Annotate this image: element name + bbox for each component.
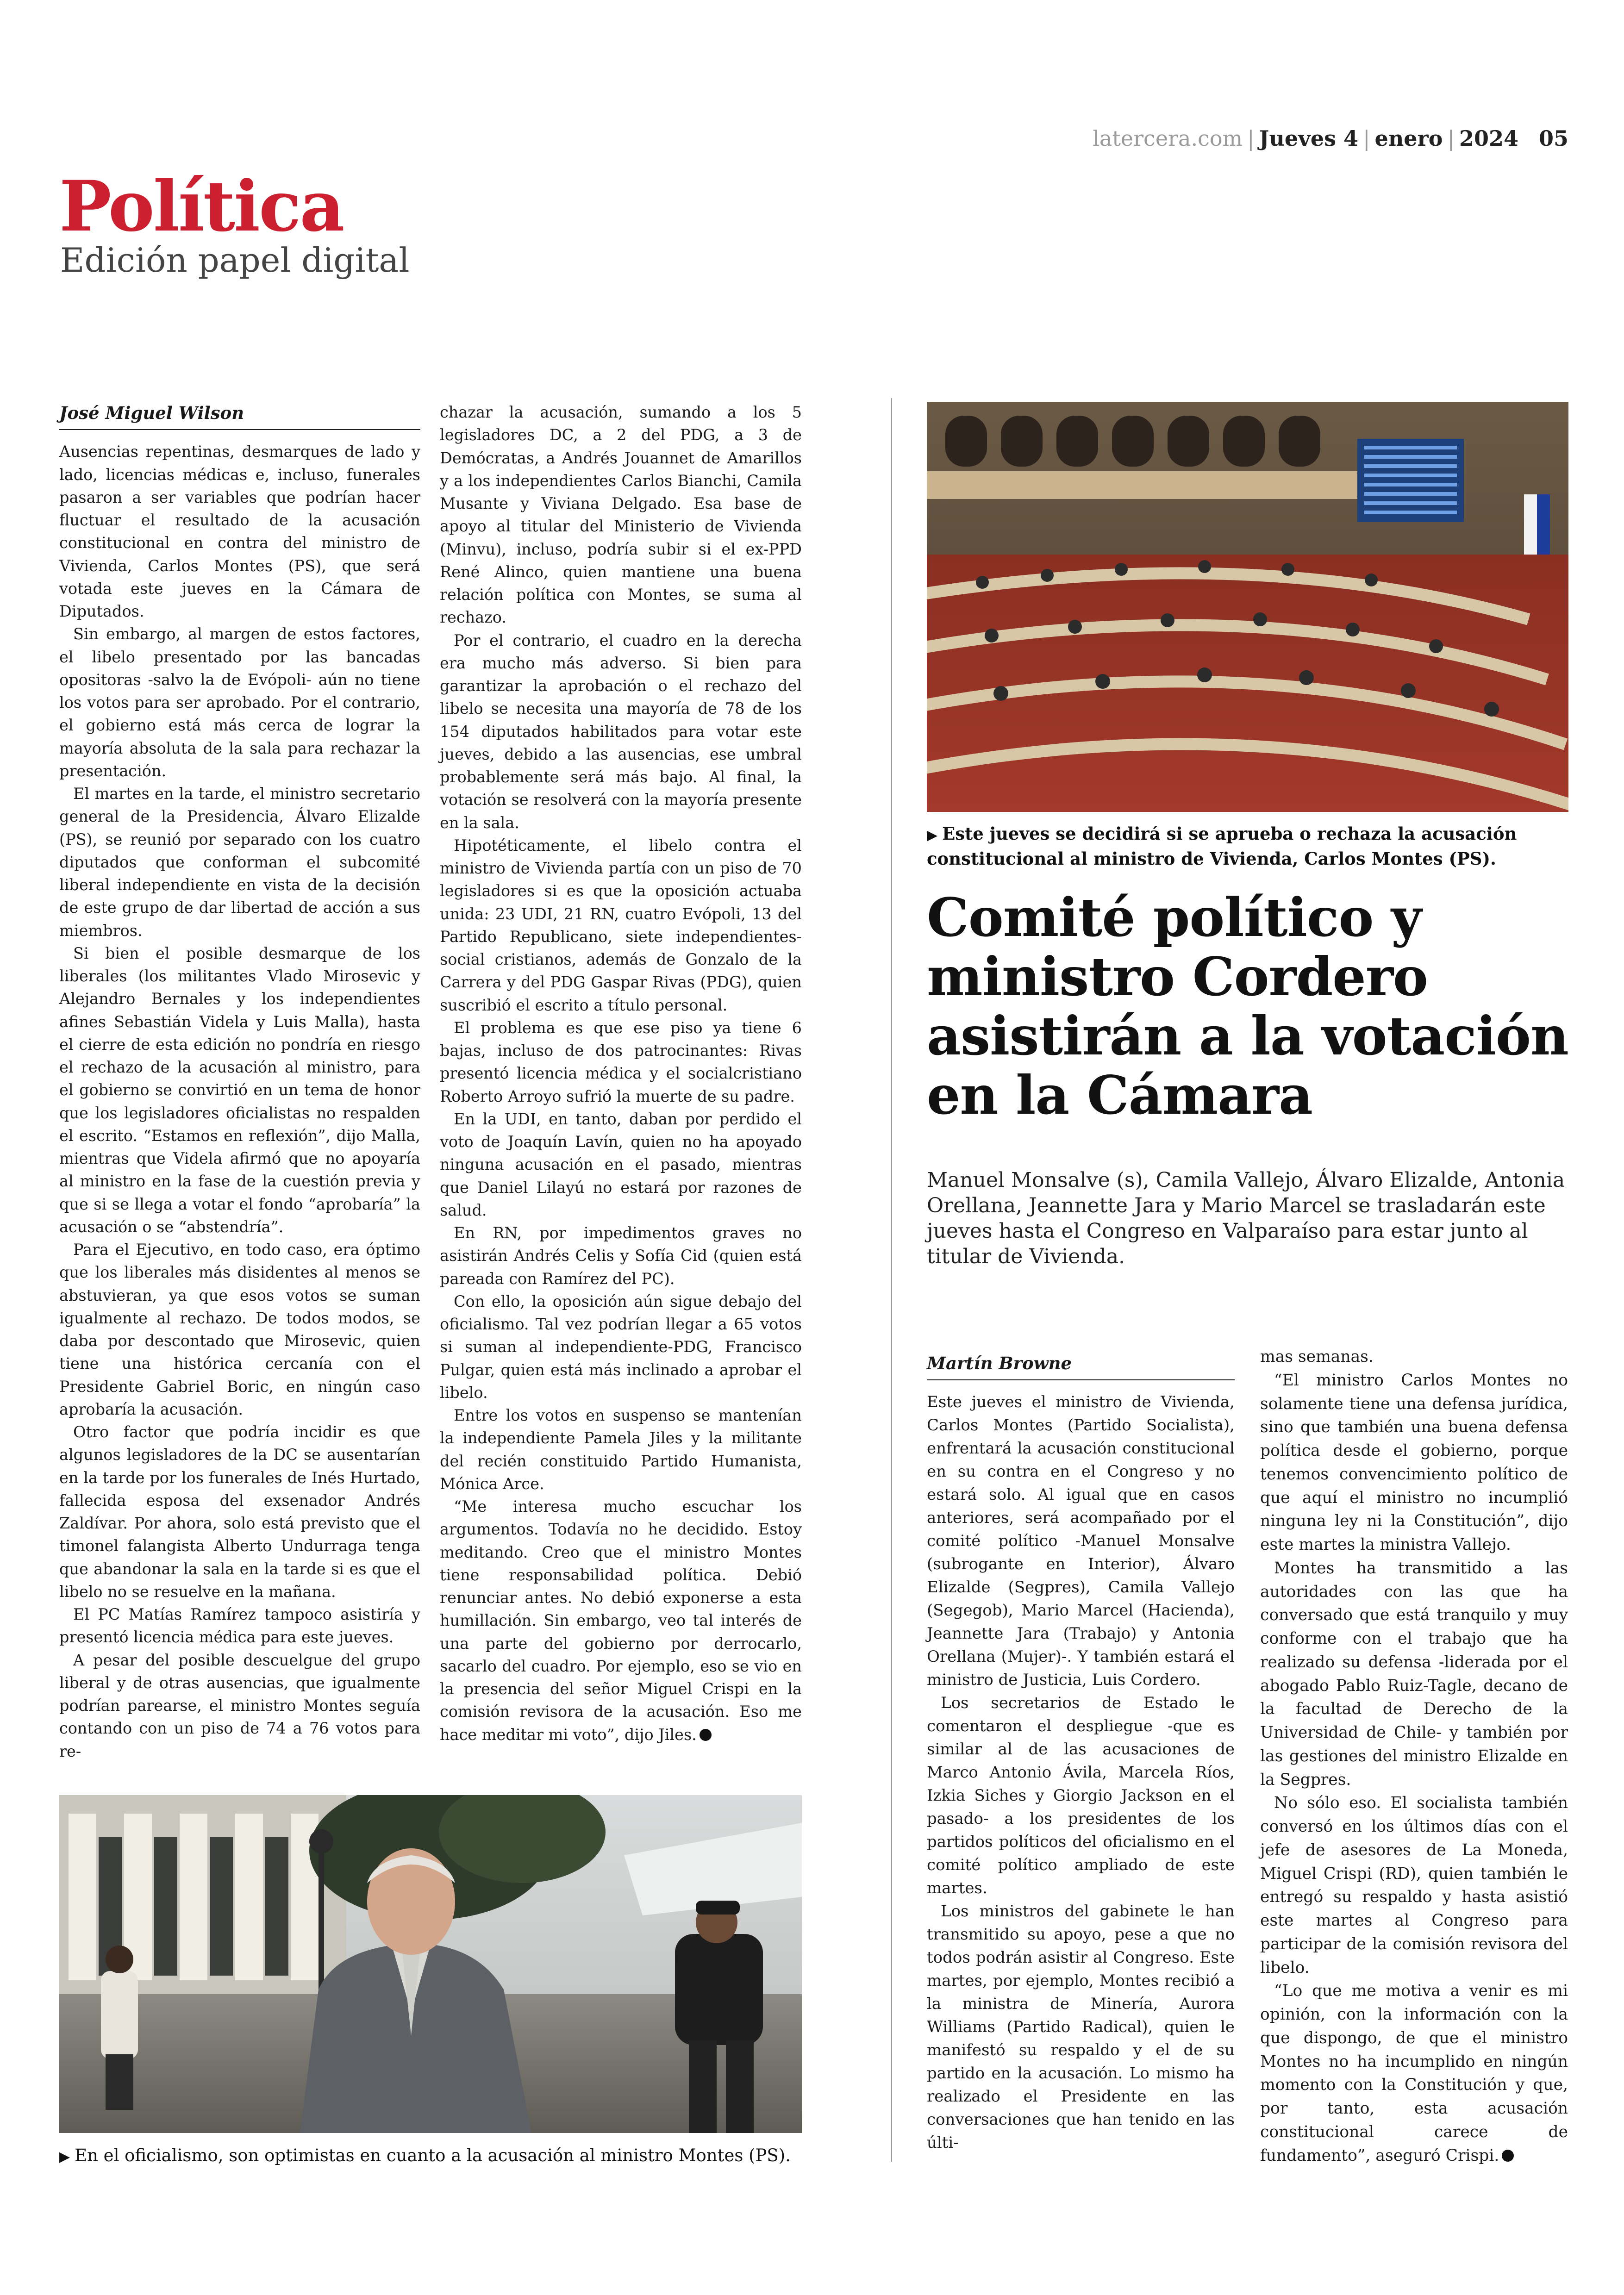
byline: Martín Browne — [927, 1352, 1235, 1380]
paragraph: Para el Ejecutivo, en todo caso, era óptimo que los liberales más disidentes al menos se abstuvieran, ya que esos votos se suman igualmente al rechazo. De todos modos, se daba por descontado que Mirosevic, quien tiene una histórica cercanía con el Presidente Gabriel Boric, en ningún caso aprobaría la acusación. — [59, 1241, 420, 1418]
caption-text: En el oficialismo, son optimistas en cuanto a la acusación al ministro Montes (PS). — [75, 2145, 791, 2165]
paragraph — [440, 1495, 802, 1746]
article-headline: Comité político y ministro Cordero asistirán a la votación en la Cámara — [927, 886, 1568, 1126]
paragraph: Con ello, la oposición aún sigue debajo del oficialismo. Tal vez podrían llegar a 65 votos si suman al independiente-PDG, Francisco Pulgar, quien está más inclinado a aprobar el libelo. — [440, 1292, 802, 1402]
column-divider — [891, 398, 892, 2162]
caption-text: Este jueves se decidirá si se aprueba o rechaza la acusación constitucional al ministro de Vivienda, Carlos Montes (PS). — [927, 823, 1517, 869]
paragraph: Hipotéticamente, el libelo contra el ministro de Vivienda partía con un piso de 70 legisladores si es que la oposición actuaba unida: 23 UDI, 21 RN, cuatro Evópoli, 13 del Partido Republicano, siete independientes-social cristianos, además de Gonzalo de la Carrera y del PDG Gaspar Rivas (PDG), quien suscribió el escrito a título personal. — [440, 836, 802, 1014]
quote-text: “Me interesa mucho escuchar los argumentos. Todavía no he decidido. Estoy meditando. Creo que el ministro Montes tiene responsabilidad política. Debió renunciar antes. No debió exponerse a esta humillación. Sin embargo, veo tal interés de una parte del gobierno por derrocarlo, sacarlo del cuadro. Por ejemplo, eso se vio en la presencia del señor Miguel Crispi en la comisión revisora de la acusación. Eso me hace meditar mi voto”, dijo Jiles. — [440, 1497, 802, 1744]
paragraph: Si bien el posible desmarque de los liberales (los militantes Vlado Mirosevic y Alejandro Bernales y los independientes afines Sebastián Videla y Luis Malla), hasta el cierre de esta edición no pondría en riesgo el rechazo de la acusación al ministro, para el gobierno se convirtió en un tema de honor que los legisladores oficialistas no respalden el escrito. “Estamos en reflexión”, dijo Malla, mientras que Videla afirmó que no apoyaría al ministro en la fase de la cuestión previa y que si se llega a votar el fondo “aprobaría” la acusación o se “abstendría”. — [59, 944, 420, 1236]
paragraph — [1260, 1979, 1568, 2167]
paragraph: mas semanas. — [1260, 1347, 1374, 1366]
paragraph: El martes en la tarde, el ministro secretario general de la Presidencia, Álvaro Elizalde (PS), se reunió por separado con los cuatro diputados que conforman el subcomité liberal independiente en vista de la decisión de este grupo de dar libertad de acción a sus miembros. — [59, 785, 420, 940]
photo-minister-montes-walking — [59, 1795, 802, 2133]
paragraph: Los ministros del gabinete le han transmitido su apoyo, pese a que no todos podrán asistir al Congreso. Este martes, por ejemplo, Montes recibió a la ministra de Minería, Aurora Williams (Partido Radical), quien le manifestó su respaldo y el de su partido en la acusación. Lo mismo ha realizado el Presidente en las conversaciones que han tenido en las últi- — [927, 1902, 1235, 2152]
left-article-column-1 — [59, 402, 420, 1763]
end-mark — [700, 1729, 712, 1741]
paragraph: No sólo eso. El socialista también conversó en los últimos días con el jefe de asesores de La Moneda, Miguel Crispi (RD), quien también le entregó su respaldo y hasta asistió este martes al Congreso para participar de la comisión revisora del libelo. — [1260, 1794, 1568, 1977]
left-photo-caption — [59, 2144, 809, 2169]
header-month: enero — [1374, 126, 1443, 151]
header-year: 2024 — [1459, 126, 1518, 151]
caption-triangle-icon: ▶ — [59, 2149, 70, 2165]
paragraph: Este jueves el ministro de Vivienda, Carlos Montes (Partido Socialista), enfrentará la acusación constitucional en su contra en el Congreso y no estará solo. Al igual que en casos anteriores, será acompañado por el comité político -Manuel Monsalve (subrogante en Interior), Álvaro Elizalde (Segpres), Camila Vallejo (Segegob), Mario Marcel (Hacienda), Jeannette Jara (Trabajo) y Antonia Orellana (Mujer)-. Y también estará el ministro de Justicia, Luis Cordero. — [927, 1393, 1235, 1689]
page-header — [1093, 126, 1568, 151]
section-subtitle: Edición papel digital — [60, 241, 410, 280]
photo-chamber-of-deputies — [927, 402, 1568, 812]
photo-illustration — [927, 402, 1568, 812]
paragraph: Sin embargo, al margen de estos factores, el libelo presentado por las bancadas opositoras -salvo la de Evópoli- aún no tiene los votos para ser aprobado. Por el contrario, el gobierno está más cerca de lograr la mayoría absoluta de la sala para rechazar la presentación. — [59, 625, 420, 780]
article-deck: Manuel Monsalve (s), Camila Vallejo, Álvaro Elizalde, Antonia Orellana, Jeannette Jara y Mario Marcel se trasladarán este jueves hasta el Congreso en Valparaíso para estar junto al titular de Vivienda. — [927, 1168, 1565, 1268]
header-separator: | — [1247, 126, 1255, 151]
paragraph: chazar la acusación, sumando a los 5 legisladores DC, a 2 del PDG, a 3 de Demócratas, a Andrés Jouannet de Amarillos y a los independientes Carlos Bianchi, Camila Musante y Viviana Delgado. Esa base de apoyo al titular del Ministerio de Vivienda (Minvu), incluso, podría subir si el ex-PPD René Alinco, quien mantiene una buena relación política con Montes, se suma al rechazo. — [440, 403, 802, 627]
byline: José Miguel Wilson — [59, 402, 420, 430]
paragraph: Entre los votos en suspenso se mantenían la independiente Pamela Jiles y la militante del recién constituido Partido Humanista, Mónica Arce. — [440, 1406, 802, 1493]
page-number: 05 — [1538, 126, 1568, 151]
paragraph: A pesar del posible descuelgue del grupo liberal y de otras ausencias, que igualmente podrían parearse, el ministro Montes seguía contando con un piso de 74 a 76 votos para re- — [59, 1651, 420, 1760]
paragraph: Ausencias repentinas, desmarques de lado y lado, licencias médicas e, incluso, funerales pasaron a ser variables que podrían hacer fluctuar el resultado de la acusación constitucional en contra del ministro de Vivienda, Carlos Montes (PS), que será votada este jueves en la Cámara de Diputados. — [59, 443, 420, 620]
header-separator: | — [1363, 126, 1370, 151]
right-article-column-2 — [1260, 1345, 1568, 2167]
paragraph: Los secretarios de Estado le comentaron el despliegue -que es similar al de las acusaciones de Marco Antonio Ávila, Marcela Ríos, Izkia Siches y Giorgio Jackson en el pasado- a los presidentes de los partidos políticos del oficialismo en el comité político ampliado de este martes. — [927, 1694, 1235, 1897]
caption-triangle-icon: ▶ — [927, 827, 938, 843]
site-name[interactable]: latercera.com — [1093, 126, 1243, 151]
paragraph: Otro factor que podría incidir es que algunos legisladores de la DC se ausentarían en la tarde por los funerales de Inés Hurtado, fallecida esposa del exsenador Andrés Zaldívar. Por ahora, solo está previsto que el timonel falangista Alberto Undurraga tenga que abandonar la sala en la tarde si es que el libelo no se resuelve en la mañana. — [59, 1423, 420, 1601]
quote-text: “Lo que me motiva a venir es mi opinión, con la información con la que dispongo, de que el ministro Montes no ha incumplido en ningún momento con la Constitución y que, por tanto, esta acusación constitucional carece de fundamento”, aseguró Crispi. — [1260, 1982, 1568, 2165]
header-separator: | — [1447, 126, 1455, 151]
paragraph: Montes ha transmitido a las autoridades con las que ha conversado que está tranquilo y muy conforme con el trabajo que ha realizado su defensa -liderada por el abogado Pablo Ruiz-Tagle, decano de la facultad de Derecho de la Universidad de Chile- y también por las gestiones del ministro Elizalde en la Segpres. — [1260, 1559, 1568, 1789]
paragraph: “El ministro Carlos Montes no solamente tiene una defensa jurídica, sino que también una buena defensa política desde el gobierno, porque tenemos convencimiento político de que aquí el ministro no incumplió ninguna ley ni la Constitución”, dijo este martes la ministra Vallejo. — [1260, 1371, 1568, 1554]
photo-illustration — [59, 1795, 802, 2133]
paragraph: En la UDI, en tanto, daban por perdido el voto de Joaquín Lavín, quien no ha apoyado ninguna acusación en el pasado, mientras que Daniel Lilayú no estará por razones de salud. — [440, 1110, 802, 1219]
right-photo-caption — [927, 822, 1575, 870]
left-article-column-2 — [440, 401, 802, 1746]
paragraph: Por el contrario, el cuadro en la derecha era mucho más adverso. Si bien para garantizar la aprobación o el rechazo del libelo se necesita una mayoría de 78 de los 154 diputados habilitados para votar este jueves, debido a las ausencias, ese umbral probablemente será más bajo. Al final, la votación se resolverá con la mayoría presente en la sala. — [440, 631, 802, 832]
header-day: Jueves 4 — [1259, 126, 1359, 151]
paragraph: El problema es que ese piso ya tiene 6 bajas, incluso de dos patrocinantes: Rivas presentó licencia médica y el socialcristiano Roberto Arroyo sufrió la muerte de su padre. — [440, 1018, 802, 1105]
paragraph: En RN, por impedimentos graves no asistirán Andrés Celis y Sofía Cid (quien está pareada con Ramírez del PC). — [440, 1224, 802, 1288]
paragraph: El PC Matías Ramírez tampoco asistiría y presentó licencia médica para este jueves. — [59, 1605, 420, 1646]
right-article-column-1 — [927, 1352, 1235, 2154]
end-mark — [1502, 2150, 1514, 2162]
section-title: Política — [59, 166, 344, 247]
